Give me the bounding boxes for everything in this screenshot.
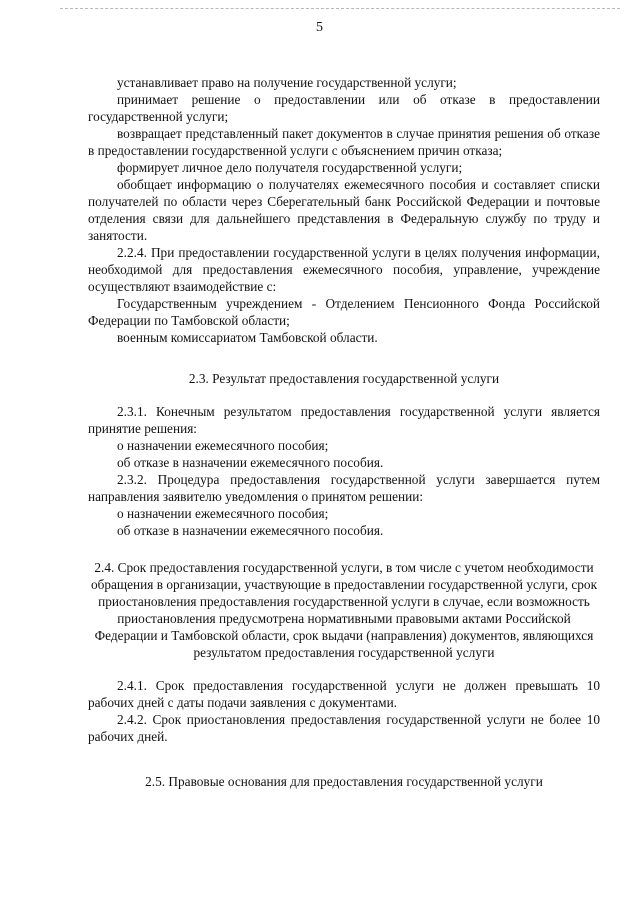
page-number: 5	[316, 20, 323, 35]
paragraph: 2.3.2. Процедура предоставления государственной услуги завершается путем направления заявителю уведомления о принятом решении:	[88, 472, 600, 504]
paragraph: возвращает представленный пакет документов в случае принятия решения об отказе в предоставлении государственной услуги с объяснением причин отказа;	[88, 126, 600, 158]
paragraph: устанавливает право на получение государственной услуги;	[117, 75, 457, 90]
paragraph: о назначении ежемесячного пособия;	[117, 506, 329, 521]
paragraph: Государственным учреждением - Отделением Пенсионного Фонда Российской Федерации по Тамбовской области;	[88, 296, 600, 328]
paragraph: об отказе в назначении ежемесячного пособия.	[117, 523, 384, 538]
top-border-line	[60, 8, 620, 9]
paragraph: о назначении ежемесячного пособия;	[117, 438, 329, 453]
document-body	[88, 74, 600, 790]
paragraph: 2.4.2. Срок приостановления предоставления государственной услуги не более 10 рабочих дней.	[88, 712, 600, 744]
paragraph: 2.2.4. При предоставлении государственной услуги в целях получения информации, необходимой для предоставления ежемесячного пособия, управление, учреждение осуществляют взаимодействие с:	[88, 245, 600, 294]
paragraph: формирует личное дело получателя государственной услуги;	[117, 160, 463, 175]
section-heading-2-3: 2.3. Результат предоставления государственной услуги	[188, 371, 500, 386]
paragraph: об отказе в назначении ежемесячного пособия.	[117, 455, 384, 470]
paragraph: военным комиссариатом Тамбовской области.	[117, 330, 378, 345]
section-heading-2-5: 2.5. Правовые основания для предоставления государственной услуги	[145, 774, 543, 789]
paragraph: 2.4.1. Срок предоставления государственной услуги не должен превышать 10 рабочих дней с даты подачи заявления с документами.	[88, 678, 600, 710]
section-heading-2-4: 2.4. Срок предоставления государственной услуги, в том числе с учетом необходимости обращения в организации, участвующие в предоставлении государственной услуги, срок приостановления предоставления государственной услуги в случае, если возможность приостановления предусмотрена нормативными правовыми актами Российской Федерации и Тамбовской области, срок выдачи (направления) документов, являющихся результатом предоставления государственной услуги	[90, 560, 598, 660]
paragraph: 2.3.1. Конечным результатом предоставления государственной услуги является принятие решения:	[88, 404, 600, 436]
paragraph: обобщает информацию о получателях ежемесячного пособия и составляет списки получателей по области через Сберегательный банк Российской Федерации и почтовые отделения связи для дальнейшего представления в Федеральную службу по труду и занятости.	[88, 177, 600, 243]
paragraph: принимает решение о предоставлении или об отказе в предоставлении государственной услуги;	[88, 92, 600, 124]
